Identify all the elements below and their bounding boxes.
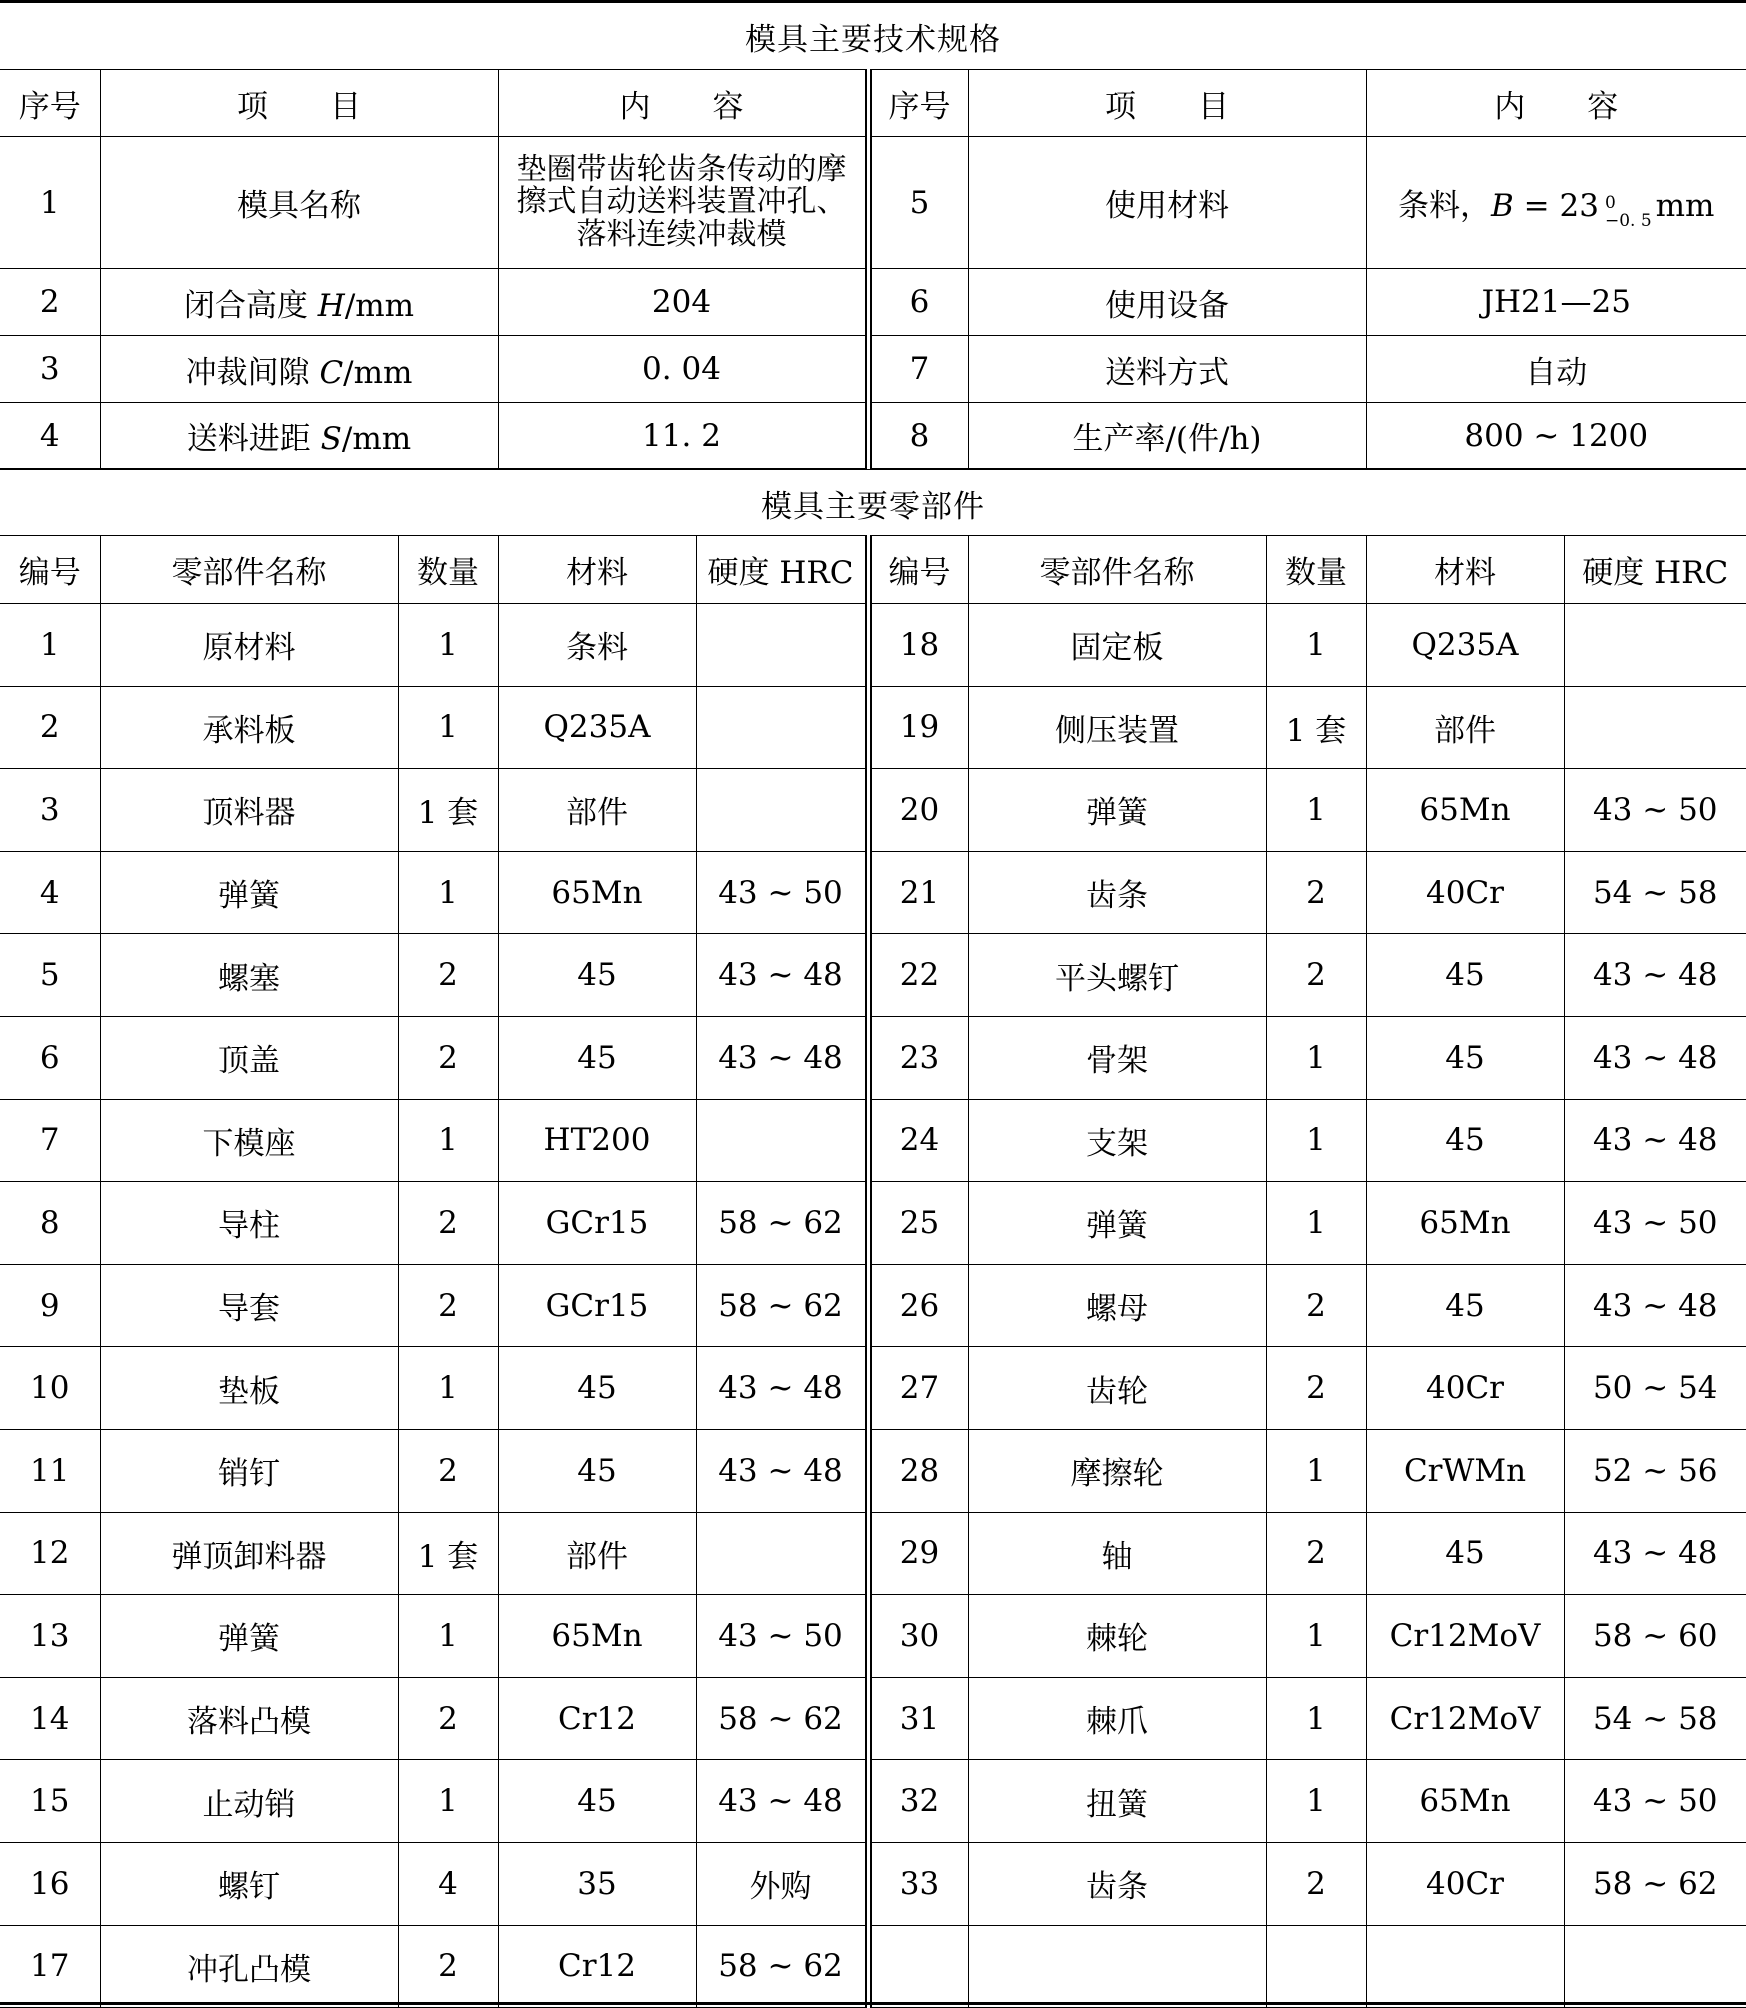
spec-item-cell: 模具名称: [100, 137, 498, 269]
part-hardness-cell: 58 ~ 62: [696, 1925, 868, 2008]
parts-section-title: 模具主要零部件: [0, 469, 1746, 536]
part-qty-cell: 1: [1266, 1099, 1366, 1182]
part-material-cell: 45: [1366, 1016, 1564, 1099]
spec-header-row: [0, 70, 1746, 137]
part-qty-cell: 2: [398, 1925, 498, 2008]
part-name-cell: 止动销: [100, 1760, 398, 1843]
part-hardness-cell: [1564, 604, 1746, 687]
part-qty-cell: 4: [398, 1842, 498, 1925]
part-qty-cell: 2: [1266, 1512, 1366, 1595]
spec-item-cell: [100, 403, 498, 469]
spec-item-text: 送料进距: [186, 421, 321, 457]
part-hardness-cell: 58 ~ 60: [1564, 1595, 1746, 1678]
parts-row: [0, 1677, 1746, 1760]
spec-item-unit: /mm: [341, 421, 412, 457]
part-name-cell: 弹簧: [100, 851, 398, 934]
part-material-cell: 部件: [1366, 686, 1564, 769]
part-hardness-cell: 43 ~ 48: [696, 1347, 868, 1430]
part-no-cell: 5: [0, 934, 100, 1017]
parts-row: [0, 1099, 1746, 1182]
part-no-cell: 13: [0, 1595, 100, 1678]
part-name-cell: 摩擦轮: [968, 1429, 1266, 1512]
part-qty-cell: 2: [1266, 851, 1366, 934]
part-hardness-cell: 43 ~ 48: [696, 1016, 868, 1099]
parts-header-cell: 零部件名称: [968, 536, 1266, 604]
part-hardness-cell: 43 ~ 48: [1564, 1016, 1746, 1099]
part-name-cell: 螺塞: [100, 934, 398, 1017]
part-no-cell: 2: [0, 686, 100, 769]
part-name-cell: 固定板: [968, 604, 1266, 687]
part-hardness-cell: 54 ~ 58: [1564, 1677, 1746, 1760]
part-no-cell: 16: [0, 1842, 100, 1925]
part-name-cell: 轴: [968, 1512, 1266, 1595]
parts-row: [0, 1182, 1746, 1265]
part-qty-cell: 1: [1266, 769, 1366, 852]
parts-header-cell: 硬度 HRC: [1564, 536, 1746, 604]
part-name-cell: 顶料器: [100, 769, 398, 852]
part-no-cell: 23: [868, 1016, 968, 1099]
part-hardness-cell: [696, 686, 868, 769]
spec-item-cell: [100, 269, 498, 336]
part-hardness-cell: 43 ~ 50: [1564, 769, 1746, 852]
part-hardness-cell: [696, 604, 868, 687]
part-name-cell: 导柱: [100, 1182, 398, 1265]
part-qty-cell: 1 套: [398, 1512, 498, 1595]
spec-no-cell: 2: [0, 269, 100, 336]
part-qty-cell: 2: [398, 934, 498, 1017]
part-hardness-cell: [696, 769, 868, 852]
part-hardness-cell: 43 ~ 50: [696, 851, 868, 934]
part-qty-cell: 2: [398, 1429, 498, 1512]
parts-row: [0, 1842, 1746, 1925]
part-material-cell: 条料: [498, 604, 696, 687]
part-name-cell: 扭簧: [968, 1760, 1266, 1843]
part-no-cell: 15: [0, 1760, 100, 1843]
spec-no-cell: 8: [868, 403, 968, 469]
spec-content-cell: 自动: [1366, 336, 1746, 403]
parts-row: [0, 1760, 1746, 1843]
part-no-cell: 8: [0, 1182, 100, 1265]
spec-item-cell: 生产率/(件/h): [968, 403, 1366, 469]
spec-item-unit: /mm: [343, 354, 413, 391]
part-qty-cell: 2: [398, 1677, 498, 1760]
part-material-cell: 部件: [498, 769, 696, 852]
part-hardness-cell: 43 ~ 48: [1564, 1099, 1746, 1182]
part-material-cell: 65Mn: [1366, 1182, 1564, 1265]
part-qty-cell: 1: [1266, 1760, 1366, 1843]
part-no-cell: 21: [868, 851, 968, 934]
part-name-cell: 螺钉: [100, 1842, 398, 1925]
spec-no-cell: 4: [0, 403, 100, 469]
parts-row: [0, 851, 1746, 934]
part-name-cell: 平头螺钉: [968, 934, 1266, 1017]
part-material-cell: GCr15: [498, 1264, 696, 1347]
part-hardness-cell: 43 ~ 50: [1564, 1760, 1746, 1843]
parts-row: [0, 1264, 1746, 1347]
spec-table: [0, 69, 1746, 469]
part-name-cell: 弹簧: [968, 1182, 1266, 1265]
part-name-cell: 弹顶卸料器: [100, 1512, 398, 1595]
part-qty-cell: 1: [398, 851, 498, 934]
part-qty-cell: 1: [1266, 1016, 1366, 1099]
part-no-cell: 1: [0, 604, 100, 687]
part-name-cell: 齿条: [968, 1842, 1266, 1925]
part-hardness-cell: 50 ~ 54: [1564, 1347, 1746, 1430]
part-name-cell: 原材料: [100, 604, 398, 687]
part-no-cell: 6: [0, 1016, 100, 1099]
part-no-cell: 25: [868, 1182, 968, 1265]
part-material-cell: 40Cr: [1366, 1842, 1564, 1925]
part-name-cell: 销钉: [100, 1429, 398, 1512]
spec-header-cell: 项 目: [968, 70, 1366, 137]
tolerance-upper: 0: [1604, 193, 1616, 214]
part-qty-cell: 1: [398, 1595, 498, 1678]
part-qty-cell: 2: [398, 1264, 498, 1347]
part-material-cell: Q235A: [1366, 604, 1564, 687]
part-no-cell: [868, 1925, 968, 2008]
part-qty-cell: 2: [398, 1182, 498, 1265]
part-material-cell: 65Mn: [498, 851, 696, 934]
part-qty-cell: 1: [1266, 604, 1366, 687]
part-material-cell: 45: [1366, 1512, 1564, 1595]
part-name-cell: [968, 1925, 1266, 2008]
part-material-cell: Cr12: [498, 1925, 696, 2008]
spec-row: [0, 137, 1746, 269]
part-name-cell: 螺母: [968, 1264, 1266, 1347]
parts-header-cell: 数量: [1266, 536, 1366, 604]
parts-row: [0, 1016, 1746, 1099]
part-hardness-cell: [696, 1512, 868, 1595]
spec-item-text: 闭合高度: [183, 287, 318, 324]
part-material-cell: Q235A: [498, 686, 696, 769]
part-hardness-cell: 43 ~ 48: [696, 1760, 868, 1843]
parts-header-cell: 零部件名称: [100, 536, 398, 604]
part-name-cell: 齿轮: [968, 1347, 1266, 1430]
part-name-cell: 垫板: [100, 1347, 398, 1430]
part-qty-cell: 2: [1266, 1842, 1366, 1925]
part-qty-cell: 1: [398, 1099, 498, 1182]
part-qty-cell: 1: [1266, 1182, 1366, 1265]
part-qty-cell: 2: [1266, 1347, 1366, 1430]
part-qty-cell: 2: [1266, 1264, 1366, 1347]
part-material-cell: 45: [498, 1016, 696, 1099]
part-qty-cell: 1: [1266, 1677, 1366, 1760]
part-qty-cell: 1: [398, 1347, 498, 1430]
part-hardness-cell: 58 ~ 62: [696, 1677, 868, 1760]
part-material-cell: Cr12MoV: [1366, 1677, 1564, 1760]
spec-header-cell: 内 容: [1366, 70, 1746, 137]
parts-header-cell: 编号: [0, 536, 100, 604]
parts-header-cell: 材料: [1366, 536, 1564, 604]
spec-no-cell: 5: [868, 137, 968, 269]
part-material-cell: 45: [1366, 1099, 1564, 1182]
part-no-cell: 17: [0, 1925, 100, 2008]
part-no-cell: 24: [868, 1099, 968, 1182]
part-material-cell: 40Cr: [1366, 851, 1564, 934]
part-qty-cell: 1: [398, 604, 498, 687]
part-name-cell: 顶盖: [100, 1016, 398, 1099]
spec-item-var: S: [320, 421, 342, 457]
spec-item-cell: 使用材料: [968, 137, 1366, 269]
part-material-cell: 部件: [498, 1512, 696, 1595]
part-name-cell: 承料板: [100, 686, 398, 769]
part-name-cell: 弹簧: [100, 1595, 398, 1678]
parts-row: [0, 1347, 1746, 1430]
parts-row: [0, 1595, 1746, 1678]
part-no-cell: 9: [0, 1264, 100, 1347]
tolerance-lower: −0. 5: [1604, 211, 1652, 232]
part-no-cell: 28: [868, 1429, 968, 1512]
part-material-cell: Cr12: [498, 1677, 696, 1760]
spec-content-cell: 204: [498, 269, 868, 336]
part-no-cell: 18: [868, 604, 968, 687]
part-material-cell: 45: [498, 934, 696, 1017]
spec-content-cell: JH21—25: [1366, 269, 1746, 336]
material-prefix: 条料，: [1398, 187, 1492, 224]
parts-row: [0, 604, 1746, 687]
part-name-cell: 侧压装置: [968, 686, 1266, 769]
part-no-cell: 32: [868, 1760, 968, 1843]
part-material-cell: [1366, 1925, 1564, 2008]
part-material-cell: 45: [498, 1347, 696, 1430]
spec-row: [0, 336, 1746, 403]
part-no-cell: 31: [868, 1677, 968, 1760]
part-material-cell: 45: [498, 1429, 696, 1512]
part-qty-cell: 1: [398, 1760, 498, 1843]
part-qty-cell: 1: [1266, 1595, 1366, 1678]
part-hardness-cell: 58 ~ 62: [696, 1264, 868, 1347]
part-no-cell: 4: [0, 851, 100, 934]
spec-no-cell: 6: [868, 269, 968, 336]
part-no-cell: 10: [0, 1347, 100, 1430]
parts-header-row: [0, 536, 1746, 604]
part-hardness-cell: [1564, 1925, 1746, 2008]
part-material-cell: 65Mn: [1366, 769, 1564, 852]
part-hardness-cell: 58 ~ 62: [696, 1182, 868, 1265]
part-qty-cell: 1 套: [398, 769, 498, 852]
parts-row: [0, 934, 1746, 1017]
part-hardness-cell: 43 ~ 48: [696, 934, 868, 1017]
spec-content-cell: [1366, 137, 1746, 269]
spec-no-cell: 1: [0, 137, 100, 269]
spec-item-cell: 使用设备: [968, 269, 1366, 336]
part-hardness-cell: 58 ~ 62: [1564, 1842, 1746, 1925]
part-no-cell: 33: [868, 1842, 968, 1925]
parts-header-cell: 数量: [398, 536, 498, 604]
part-hardness-cell: 43 ~ 48: [696, 1429, 868, 1512]
part-hardness-cell: 43 ~ 48: [1564, 934, 1746, 1017]
part-material-cell: HT200: [498, 1099, 696, 1182]
part-hardness-cell: 43 ~ 48: [1564, 1512, 1746, 1595]
part-name-cell: 下模座: [100, 1099, 398, 1182]
part-material-cell: 65Mn: [1366, 1760, 1564, 1843]
part-material-cell: 45: [498, 1760, 696, 1843]
part-no-cell: 30: [868, 1595, 968, 1678]
parts-header-cell: 硬度 HRC: [696, 536, 868, 604]
spec-item-cell: [100, 336, 498, 403]
parts-row: [0, 769, 1746, 852]
part-name-cell: 支架: [968, 1099, 1266, 1182]
spec-header-cell: 序号: [868, 70, 968, 137]
parts-header-cell: 材料: [498, 536, 696, 604]
part-hardness-cell: 52 ~ 56: [1564, 1429, 1746, 1512]
part-hardness-cell: 54 ~ 58: [1564, 851, 1746, 934]
part-material-cell: 65Mn: [498, 1595, 696, 1678]
material-unit: mm: [1655, 187, 1715, 224]
part-hardness-cell: 43 ~ 50: [1564, 1182, 1746, 1265]
spec-header-cell: 项 目: [100, 70, 498, 137]
part-qty-cell: 2: [398, 1016, 498, 1099]
parts-row: [0, 1512, 1746, 1595]
part-material-cell: GCr15: [498, 1182, 696, 1265]
part-name-cell: 冲孔凸模: [100, 1925, 398, 2008]
spec-item-cell: 送料方式: [968, 336, 1366, 403]
part-qty-cell: 1: [398, 686, 498, 769]
parts-row: [0, 1429, 1746, 1512]
spec-header-cell: 序号: [0, 70, 100, 137]
spec-content-cell: 垫圈带齿轮齿条传动的摩擦式自动送料装置冲孔、落料连续冲裁模: [498, 137, 868, 269]
part-no-cell: 27: [868, 1347, 968, 1430]
parts-row: [0, 686, 1746, 769]
spec-row: [0, 403, 1746, 469]
part-qty-cell: [1266, 1925, 1366, 2008]
part-no-cell: 19: [868, 686, 968, 769]
part-material-cell: 45: [1366, 1264, 1564, 1347]
part-hardness-cell: [696, 1099, 868, 1182]
spec-no-cell: 7: [868, 336, 968, 403]
spec-section-title: 模具主要技术规格: [745, 21, 1001, 58]
spec-item-unit: /mm: [344, 287, 415, 324]
part-qty-cell: 2: [1266, 934, 1366, 1017]
part-name-cell: 弹簧: [968, 769, 1266, 852]
part-no-cell: 11: [0, 1429, 100, 1512]
part-hardness-cell: 43 ~ 50: [696, 1595, 868, 1678]
spec-header-cell: 内 容: [498, 70, 868, 137]
parts-table-body: [0, 536, 1746, 2008]
material-eq: = 23: [1513, 187, 1599, 224]
spec-content-cell: 800 ~ 1200: [1366, 403, 1746, 469]
part-no-cell: 22: [868, 934, 968, 1017]
part-material-cell: Cr12MoV: [1366, 1595, 1564, 1678]
part-material-cell: 35: [498, 1842, 696, 1925]
part-name-cell: 导套: [100, 1264, 398, 1347]
part-no-cell: 26: [868, 1264, 968, 1347]
spec-content-cell: 0. 04: [498, 336, 868, 403]
part-name-cell: 骨架: [968, 1016, 1266, 1099]
part-no-cell: 3: [0, 769, 100, 852]
part-material-cell: CrWMn: [1366, 1429, 1564, 1512]
part-no-cell: 7: [0, 1099, 100, 1182]
parts-header-cell: 编号: [868, 536, 968, 604]
part-material-cell: 45: [1366, 934, 1564, 1017]
parts-row: [0, 1925, 1746, 2008]
part-material-cell: 40Cr: [1366, 1347, 1564, 1430]
part-qty-cell: 1 套: [1266, 686, 1366, 769]
part-name-cell: 棘轮: [968, 1595, 1266, 1678]
part-no-cell: 12: [0, 1512, 100, 1595]
spec-item-var: H: [317, 287, 345, 324]
part-hardness-cell: 43 ~ 48: [1564, 1264, 1746, 1347]
part-no-cell: 20: [868, 769, 968, 852]
part-name-cell: 齿条: [968, 851, 1266, 934]
material-var: B: [1491, 187, 1514, 224]
spec-item-var: C: [319, 354, 344, 391]
tolerance-stack: [1605, 195, 1652, 231]
parts-table: [0, 535, 1746, 2008]
spec-content-cell: 11. 2: [498, 403, 868, 469]
spec-row: [0, 269, 1746, 336]
part-name-cell: 落料凸模: [100, 1677, 398, 1760]
part-hardness-cell: 外购: [696, 1842, 868, 1925]
part-hardness-cell: [1564, 686, 1746, 769]
part-no-cell: 29: [868, 1512, 968, 1595]
part-qty-cell: 1: [1266, 1429, 1366, 1512]
spec-no-cell: 3: [0, 336, 100, 403]
part-no-cell: 14: [0, 1677, 100, 1760]
spec-item-text: 冲裁间隙: [185, 354, 320, 391]
part-name-cell: 棘爪: [968, 1677, 1266, 1760]
